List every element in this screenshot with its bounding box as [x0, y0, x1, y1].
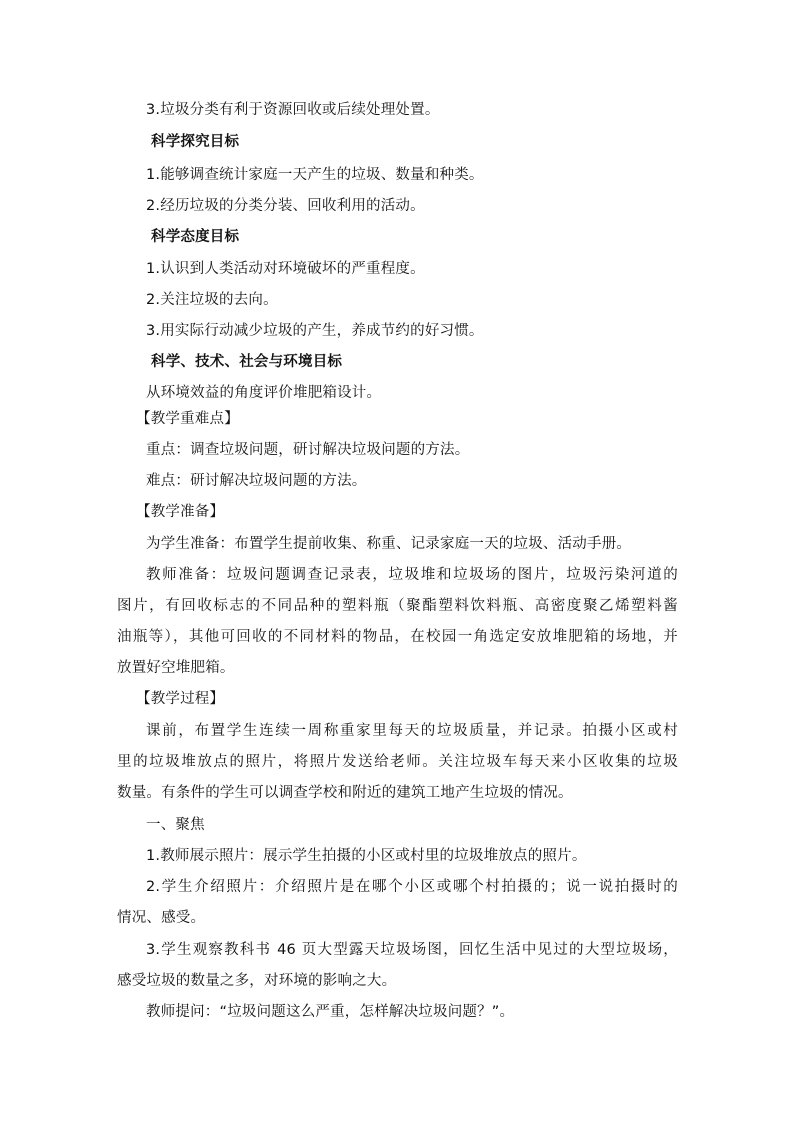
section-heading: 科学、技术、社会与环境目标	[151, 354, 343, 370]
paragraph-line: 情况、感受。	[117, 910, 206, 926]
text-line: 2.经历垃圾的分类分装、回收利用的活动。	[146, 198, 425, 214]
section-heading: 科学探究目标	[151, 134, 240, 150]
paragraph-line: 3.学生观察教科书 46 页大型露天垃圾场图，回忆生活中见过的大型垃圾场，	[146, 942, 678, 958]
paragraph-line: 图片，有回收标志的不同品种的塑料瓶（聚酯塑料饮料瓶、高密度聚乙烯塑料酱	[117, 598, 678, 614]
text-line: 2.关注垃圾的去向。	[146, 292, 278, 308]
paragraph-line: 教师准备：垃圾问题调查记录表，垃圾堆和垃圾场的图片，垃圾污染河道的	[146, 567, 678, 583]
section-heading: 一、聚焦	[146, 817, 205, 833]
section-heading: 科学态度目标	[151, 229, 240, 245]
bracket-heading: 【教学过程】	[136, 691, 225, 707]
paragraph-line: 感受垃圾的数量之多，对环境的影响之大。	[117, 973, 397, 989]
paragraph-line: 油瓶等），其他可回收的不同材料的物品，在校园一角选定安放堆肥箱的场地，并	[117, 629, 678, 645]
paragraph-line: 2.学生介绍照片：介绍照片是在哪个小区或哪个村拍摄的；说一说拍摄时的	[146, 879, 678, 895]
paragraph-line: 数量。有条件的学生可以调查学校和附近的建筑工地产生垃圾的情况。	[117, 785, 573, 801]
paragraph-line: 里的垃圾堆放点的照片，将照片发送给老师。关注垃圾车每天来小区收集的垃圾	[117, 754, 678, 770]
text-line: 3.用实际行动减少垃圾的产生，养成节约的好习惯。	[146, 323, 484, 339]
text-line: 1.认识到人类活动对环境破坏的严重程度。	[146, 261, 425, 277]
text-line: 为学生准备：布置学生提前收集、称重、记录家庭一天的垃圾、活动手册。	[146, 536, 632, 552]
text-line: 重点：调查垃圾问题，研讨解决垃圾问题的方法。	[146, 442, 470, 458]
paragraph-line: 放置好空堆肥箱。	[117, 660, 235, 676]
text-line: 教师提问：“垃圾问题这么严重，怎样解决垃圾问题？”。	[146, 1004, 515, 1020]
text-line: 从环境效益的角度评价堆肥箱设计。	[146, 385, 382, 401]
paragraph-line: 课前，布置学生连续一周称重家里每天的垃圾质量，并记录。拍摄小区或村	[146, 723, 678, 739]
text-line: 1.教师展示照片：展示学生拍摄的小区或村里的垃圾堆放点的照片。	[146, 848, 587, 864]
text-line: 1.能够调查统计家庭一天产生的垃圾、数量和种类。	[146, 167, 484, 183]
text-line: 3.垃圾分类有利于资源回收或后续处理处置。	[146, 102, 440, 118]
bracket-heading: 【教学准备】	[136, 504, 225, 520]
text-line: 难点：研讨解决垃圾问题的方法。	[146, 473, 367, 489]
bracket-heading: 【教学重难点】	[136, 411, 239, 427]
